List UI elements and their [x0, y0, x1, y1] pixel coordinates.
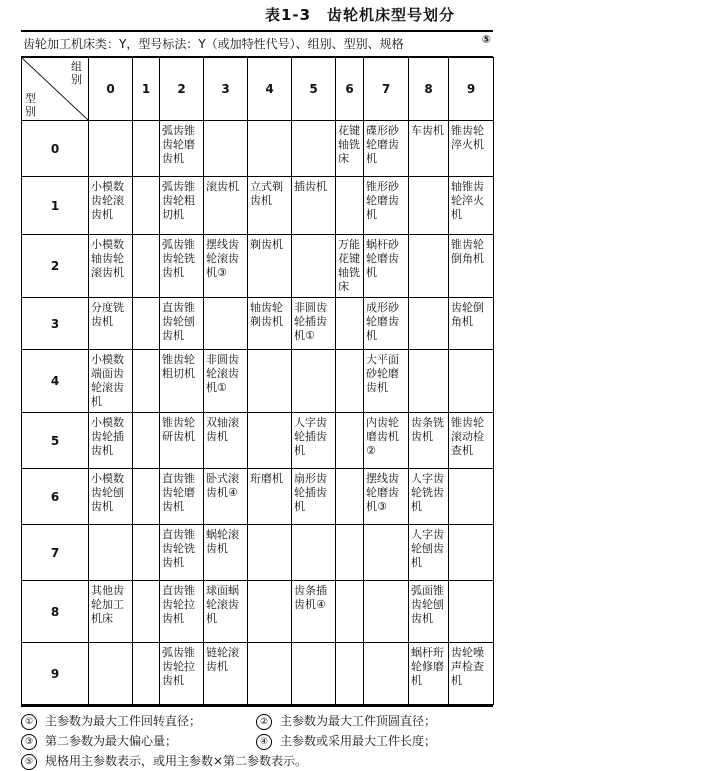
table-cell: 小模数齿轮插齿机: [89, 413, 133, 469]
footnote: [21, 751, 307, 771]
footnote-number: ④: [256, 734, 272, 750]
table-row: [22, 469, 494, 525]
table-cell: 卧式滚齿机④: [204, 469, 248, 525]
table-cell: [409, 350, 449, 413]
table-cell: [364, 525, 409, 581]
column-header: 7: [364, 58, 409, 121]
table-cell: [248, 121, 292, 177]
table-cell: [409, 298, 449, 350]
table-cell: 花键轴铣床: [336, 121, 364, 177]
footnote-row: [21, 751, 493, 771]
table-row: [22, 177, 494, 235]
table-cell: 齿轮噪声检查机: [449, 643, 494, 705]
table-cell: [133, 177, 160, 235]
table-cell: 小模数齿轮滚齿机: [89, 177, 133, 235]
table-cell: 小模数齿轮刨齿机: [89, 469, 133, 525]
corner-bottom-label: 型别: [25, 92, 36, 118]
table-cell: [133, 298, 160, 350]
column-header: 3: [204, 58, 248, 121]
column-header: 1: [133, 58, 160, 121]
table-cell: 剃齿机: [248, 235, 292, 298]
table-cell: [133, 121, 160, 177]
table-cell: 锥齿轮淬火机: [449, 121, 494, 177]
table-body: [22, 121, 494, 705]
table-cell: [133, 643, 160, 705]
column-header: 2: [160, 58, 204, 121]
table-cell: 万能花键轴铣床: [336, 235, 364, 298]
table-cell: [133, 581, 160, 643]
table-cell: [409, 177, 449, 235]
footnote: [21, 731, 256, 751]
table-cell: 直齿锥齿轮刨齿机: [160, 298, 204, 350]
table-cell: [248, 643, 292, 705]
column-header: 6: [336, 58, 364, 121]
table-cell: 弧齿锥齿轮粗切机: [160, 177, 204, 235]
table-cell: [292, 525, 336, 581]
header-text: 齿轮加工机床类：Y，型号标法：Y（或加特性代号）、组别、型别、规格: [23, 37, 404, 51]
table-cell: 非圆齿轮插齿机①: [292, 298, 336, 350]
table-cell: 成形砂轮磨齿机: [364, 298, 409, 350]
table-cell: 锥齿轮滚动检查机: [449, 413, 494, 469]
table-cell: [449, 581, 494, 643]
table-row: [22, 525, 494, 581]
table-cell: 齿轮倒角机: [449, 298, 494, 350]
table-cell: [409, 235, 449, 298]
table-cell: 锥齿轮倒角机: [449, 235, 494, 298]
table-cell: [248, 413, 292, 469]
table-cell: [89, 643, 133, 705]
row-label: 2: [22, 235, 89, 298]
table-row: [22, 121, 494, 177]
table-cell: 弧齿锥齿轮铣齿机: [160, 235, 204, 298]
table-cell: 摆线齿轮磨齿机③: [364, 469, 409, 525]
footnote-number: ③: [21, 734, 37, 750]
table-cell: [336, 298, 364, 350]
row-label: 9: [22, 643, 89, 705]
table-cell: [292, 235, 336, 298]
table-cell: [449, 469, 494, 525]
table-cell: [204, 121, 248, 177]
column-header: 8: [409, 58, 449, 121]
row-label: 5: [22, 413, 89, 469]
header-note-mark: ⑤: [481, 33, 491, 46]
table-cell: [364, 581, 409, 643]
table-cell: [336, 177, 364, 235]
footnote-number: ②: [256, 714, 272, 730]
row-label: 4: [22, 350, 89, 413]
table-cell: 弧面锥齿轮刨齿机: [409, 581, 449, 643]
table-cell: 车齿机: [409, 121, 449, 177]
footnote-text: 规格用主参数表示，或用主参数×第二参数表示。: [45, 754, 308, 768]
table-cell: [336, 643, 364, 705]
table-cell: 弧齿锥齿轮拉齿机: [160, 643, 204, 705]
table-cell: [133, 413, 160, 469]
column-header: 4: [248, 58, 292, 121]
table-cell: 其他齿轮加工机床: [89, 581, 133, 643]
table-cell: 碟形砂轮磨齿机: [364, 121, 409, 177]
column-header: 5: [292, 58, 336, 121]
column-header-row: [22, 58, 494, 121]
table-cell: [364, 643, 409, 705]
table-cell: [248, 581, 292, 643]
table-cell: 双轴滚齿机: [204, 413, 248, 469]
table-cell: [336, 469, 364, 525]
table-cell: [449, 525, 494, 581]
table-cell: 轴锥齿轮淬火机: [449, 177, 494, 235]
table-cell: 蜗轮滚齿机: [204, 525, 248, 581]
footnote: [21, 711, 256, 731]
table-cell: 内齿轮磨齿机②: [364, 413, 409, 469]
table-cell: 摆线齿轮滚齿机③: [204, 235, 248, 298]
footnote-text: 主参数为最大工件回转直径；: [45, 714, 202, 728]
table-cell: 轴齿轮剃齿机: [248, 298, 292, 350]
table-cell: 人字齿轮刨齿机: [409, 525, 449, 581]
row-label: 8: [22, 581, 89, 643]
footnote: [256, 711, 436, 731]
row-label: 1: [22, 177, 89, 235]
table-cell: [336, 525, 364, 581]
footnote-text: 主参数或采用最大工件长度；: [280, 734, 437, 748]
table-cell: [248, 525, 292, 581]
table-cell: 链轮滚齿机: [204, 643, 248, 705]
table-cell: [292, 643, 336, 705]
table-cell: [449, 350, 494, 413]
table-cell: 非圆齿轮滚齿机①: [204, 350, 248, 413]
table-cell: 锥齿轮研齿机: [160, 413, 204, 469]
footnotes: [21, 705, 493, 771]
row-label: 3: [22, 298, 89, 350]
table-cell: [89, 525, 133, 581]
table-cell: [292, 350, 336, 413]
table-cell: [204, 298, 248, 350]
table-cell: [133, 235, 160, 298]
table-header-line: [21, 30, 493, 57]
footnote: [256, 731, 436, 751]
table-cell: 齿条铣齿机: [409, 413, 449, 469]
table-cell: 插齿机: [292, 177, 336, 235]
table-row: [22, 581, 494, 643]
table-cell: 弧齿锥齿轮磨齿机: [160, 121, 204, 177]
footnote-row: [21, 731, 493, 751]
table-cell: 立式剃齿机: [248, 177, 292, 235]
table-cell: [292, 121, 336, 177]
table-cell: [133, 469, 160, 525]
table-cell: 分度铣齿机: [89, 298, 133, 350]
table-cell: [133, 350, 160, 413]
corner-top-label: 组别: [71, 60, 82, 86]
page-title: 表1-3 齿轮机床型号划分: [264, 6, 456, 24]
table-row: [22, 350, 494, 413]
table-cell: [89, 121, 133, 177]
table-cell: [336, 350, 364, 413]
table-cell: 大平面砂轮磨齿机: [364, 350, 409, 413]
column-header: 9: [449, 58, 494, 121]
table-cell: 锥形砂轮磨齿机: [364, 177, 409, 235]
table-row: [22, 298, 494, 350]
table-cell: [336, 581, 364, 643]
table-cell: [133, 525, 160, 581]
footnote-row: [21, 711, 493, 731]
column-header: 0: [89, 58, 133, 121]
table-row: [22, 643, 494, 705]
table-cell: [248, 350, 292, 413]
table-cell: 人字齿轮铣齿机: [409, 469, 449, 525]
table-cell: 小模数轴齿轮滚齿机: [89, 235, 133, 298]
table-cell: 直齿锥齿轮铣齿机: [160, 525, 204, 581]
table-cell: 珩磨机: [248, 469, 292, 525]
table-cell: 蜗杆砂轮磨齿机: [364, 235, 409, 298]
table-cell: 扇形齿轮插齿机: [292, 469, 336, 525]
table-cell: 齿条插齿机④: [292, 581, 336, 643]
footnote-text: 第二参数为最大偏心量；: [45, 734, 178, 748]
table-row: [22, 235, 494, 298]
footnote-text: 主参数为最大工件顶圆直径；: [280, 714, 437, 728]
table-row: [22, 413, 494, 469]
table-cell: 小模数端面齿轮滚齿机: [89, 350, 133, 413]
table-cell: 直齿锥齿轮磨齿机: [160, 469, 204, 525]
gear-machine-table: [21, 57, 494, 705]
table-cell: 直齿锥齿轮拉齿机: [160, 581, 204, 643]
row-label: 7: [22, 525, 89, 581]
table-frame: [21, 30, 493, 771]
table-cell: [336, 413, 364, 469]
table-cell: 球面蜗轮滚齿机: [204, 581, 248, 643]
footnote-number: ①: [21, 714, 37, 730]
table-cell: 蜗杆珩轮修磨机: [409, 643, 449, 705]
footnote-number: ⑤: [21, 754, 37, 770]
table-cell: 滚齿机: [204, 177, 248, 235]
table-cell: 人字齿轮插齿机: [292, 413, 336, 469]
corner-cell: [22, 58, 89, 121]
row-label: 6: [22, 469, 89, 525]
row-label: 0: [22, 121, 89, 177]
table-cell: 锥齿轮粗切机: [160, 350, 204, 413]
